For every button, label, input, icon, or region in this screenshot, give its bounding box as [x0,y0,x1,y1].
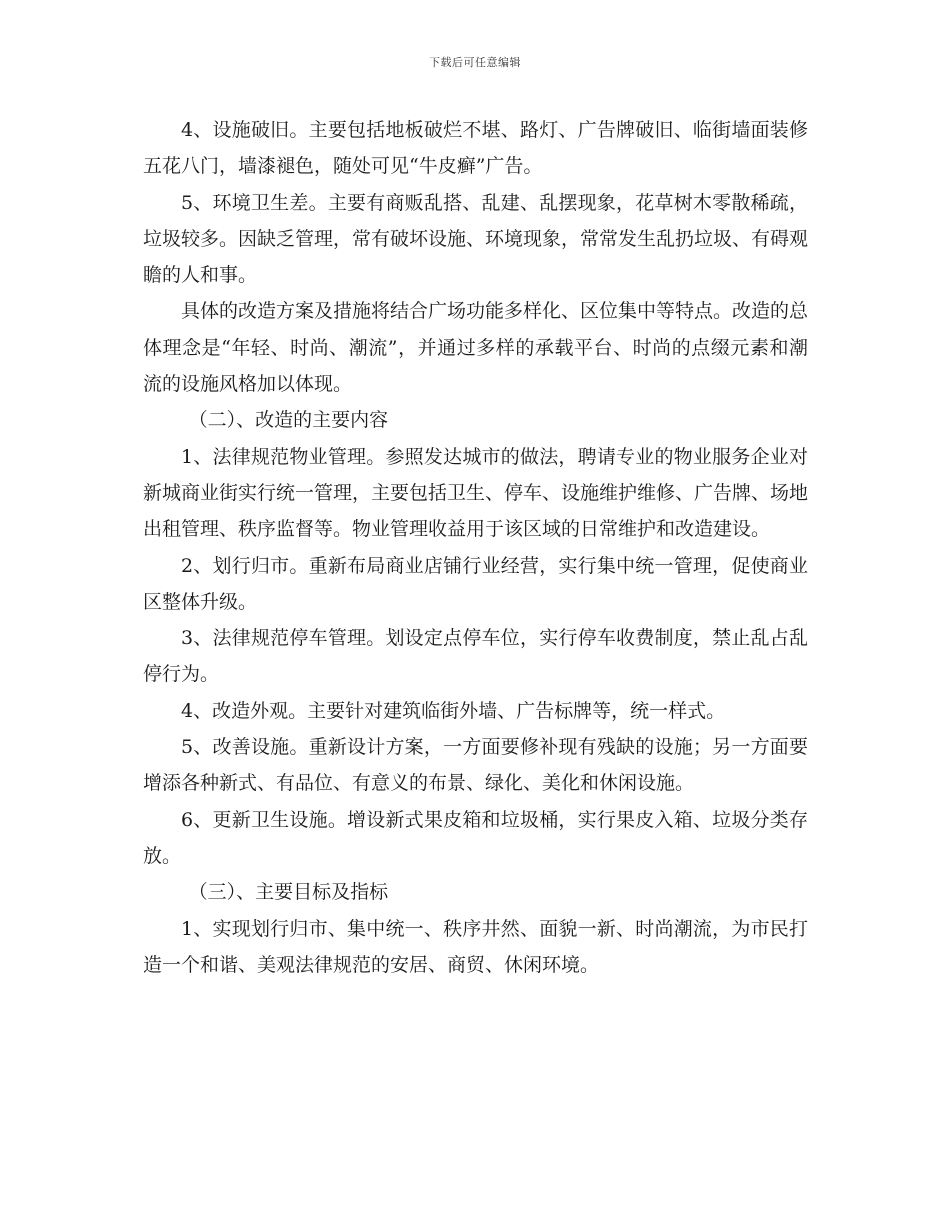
paragraph-goal-one: 1、实现划行归市、集中统一、秩序井然、面貌一新、时尚潮流，为市民打造一个和谐、美观法律规范的安居、商贸、休闲环境。 [143,917,808,976]
document-body [143,112,808,983]
section-heading-goals: （三）、主要目标及指标 [188,881,389,904]
paragraph-sanitation-facilities: 6、更新卫生设施。增设新式果皮箱和垃圾桶，实行果皮入箱、垃圾分类存放。 [143,808,808,867]
section-heading-main-content: （二）、改造的主要内容 [188,409,389,432]
page-header: 下载后可任意编辑 [429,56,521,69]
paragraph-facilities-worn: 4、设施破旧。主要包括地板破烂不堪、路灯、广告牌破旧、临街墙面装修五花八门，墙漆褪色，随处可见“牛皮癣”广告。 [143,119,808,178]
paragraph-sanitation-poor: 5、环境卫生差。主要有商贩乱搭、乱建、乱摆现象，花草树木零散稀疏，垃圾较多。因缺乏管理，常有破坏设施、环境现象，常常发生乱扔垃圾、有碍观瞻的人和事。 [143,191,809,287]
paragraph-facility-improvement: 5、改善设施。重新设计方案，一方面要修补现有残缺的设施；另一方面要增添各种新式、有品位、有意义的布景、绿化、美化和休闲设施。 [143,736,808,795]
paragraph-trade-zoning: 2、划行归市。重新布局商业店铺行业经营，实行集中统一管理，促使商业区整体升级。 [143,554,808,613]
paragraph-parking-management: 3、法律规范停车管理。划设定点停车位，实行停车收费制度，禁止乱占乱停行为。 [143,627,808,686]
paragraph-property-management: 1、法律规范物业管理。参照发达城市的做法，聘请专业的物业服务企业对新城商业街实行统一管理，主要包括卫生、停车、设施维护维修、广告牌、场地出租管理、秩序监督等。物业管理收益用于该区域的日常维护和改造建设。 [143,445,809,541]
paragraph-exterior-renovation: 4、改造外观。主要针对建筑临街外墙、广告标牌等，统一样式。 [181,699,726,722]
paragraph-renovation-concept: 具体的改造方案及措施将结合广场功能多样化、区位集中等特点。改造的总体理念是“年轻、时尚、潮流”，并通过多样的承载平台、时尚的点缀元素和潮流的设施风格加以体现。 [143,300,809,396]
